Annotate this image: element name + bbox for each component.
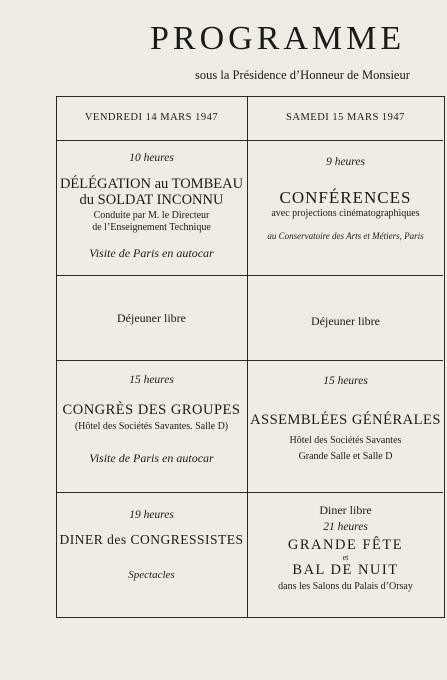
saturday-evening-block	[248, 503, 443, 593]
page-subtitle: sous la Présidence d’Honneur de Monsieur	[195, 68, 410, 82]
event-note: Visite de Paris en autocar	[89, 451, 214, 465]
friday-evening-block	[56, 509, 247, 581]
event-detail: Hôtel des Sociétés Savantes	[289, 435, 402, 446]
page-title: PROGRAMME	[150, 20, 406, 57]
event-conjunction: et	[342, 553, 349, 562]
friday-afternoon-block	[56, 374, 247, 466]
day-header-saturday: SAMEDI 15 MARS 1947	[286, 112, 405, 123]
saturday-lunch: Déjeuner libre	[311, 314, 380, 328]
row-divider	[248, 275, 443, 276]
day-header-friday: VENDREDI 14 MARS 1947	[84, 112, 219, 123]
row-divider	[56, 492, 247, 493]
event-detail: avec projections cinématographiques	[271, 208, 420, 219]
event-title: CONGRÈS DES GROUPES	[62, 402, 241, 418]
row-divider	[248, 492, 443, 493]
row-divider	[248, 140, 443, 141]
event-note: Visite de Paris en autocar	[89, 246, 214, 260]
friday-lunch: Déjeuner libre	[117, 311, 186, 325]
event-title: CONFÉRENCES	[279, 188, 412, 207]
event-hour: 19 heures	[129, 509, 174, 521]
row-divider	[56, 360, 247, 361]
event-title: GRANDE FÊTE	[287, 537, 404, 553]
event-hour: 10 heures	[129, 152, 174, 164]
event-detail: (Hôtel des Sociétés Savantes. Salle D)	[74, 421, 229, 432]
event-detail: Grande Salle et Salle D	[298, 451, 393, 462]
event-location: dans les Salons du Palais d’Orsay	[278, 581, 413, 592]
event-title: du SOLDAT INCONNU	[79, 192, 224, 208]
event-hour: 21 heures	[323, 521, 368, 533]
event-detail: de l’Enseignement Technique	[92, 222, 211, 233]
row-divider	[56, 140, 247, 141]
saturday-afternoon-block	[248, 375, 443, 463]
friday-morning-block	[56, 152, 247, 261]
event-note: Diner libre	[319, 503, 372, 517]
saturday-morning-block	[248, 156, 443, 241]
event-title: DÉLÉGATION au TOMBEAU	[59, 176, 244, 192]
event-hour: 9 heures	[326, 156, 365, 168]
row-divider	[56, 275, 247, 276]
event-hour: 15 heures	[129, 374, 174, 386]
event-detail: Conduite par M. le Directeur	[93, 210, 210, 221]
event-title: BAL DE NUIT	[292, 562, 399, 578]
event-title: DINER des CONGRESSISTES	[59, 532, 244, 547]
event-hour: 15 heures	[323, 375, 368, 387]
event-location: au Conservatoire des Arts et Métiers, Paris	[267, 231, 424, 241]
event-note: Spectacles	[128, 569, 175, 581]
row-divider	[248, 360, 443, 361]
event-title: ASSEMBLÉES GÉNÉRALES	[250, 412, 441, 428]
